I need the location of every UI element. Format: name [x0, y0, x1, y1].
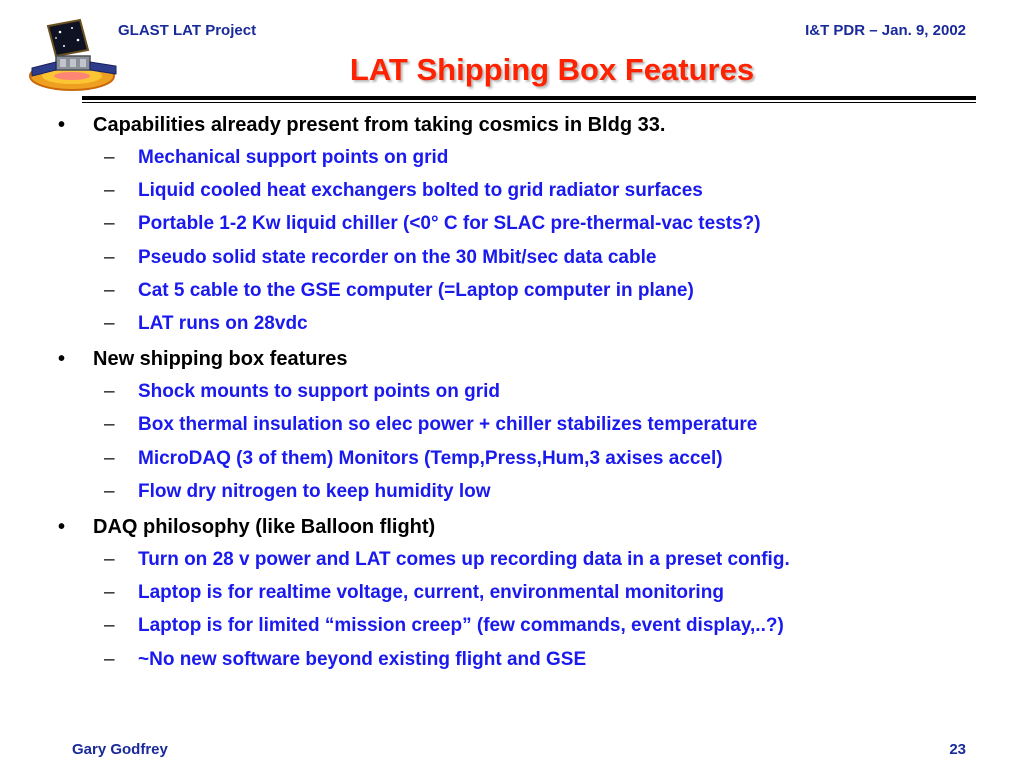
- sub-bullet-text: ~No new software beyond existing flight and GSE: [138, 648, 587, 670]
- dash-marker: –: [104, 648, 115, 670]
- bullet-item: [58, 516, 436, 539]
- dash-marker: –: [104, 381, 115, 403]
- sub-bullet-text: Mechanical support points on grid: [138, 147, 449, 168]
- sub-bullet-text: MicroDAQ (3 of them) Monitors (Temp,Press,Hum,3 axises accel): [138, 447, 723, 469]
- dash-marker: –: [104, 582, 115, 604]
- title-rule-thin: [82, 102, 976, 103]
- sub-bullet-text: Turn on 28 v power and LAT comes up recording data in a preset config.: [138, 549, 790, 570]
- dash-marker: –: [104, 213, 115, 235]
- title-rule-thick: [82, 96, 976, 100]
- footer-page-number: 23: [949, 741, 966, 758]
- dash-marker: –: [104, 480, 115, 502]
- bullet-text: New shipping box features: [93, 348, 348, 371]
- dash-marker: –: [104, 447, 115, 469]
- sub-bullet-text: LAT runs on 28vdc: [138, 313, 308, 334]
- sub-bullet-text: Laptop is for limited “mission creep” (few commands, event display,..?): [138, 615, 784, 637]
- sub-bullet-text: Liquid cooled heat exchangers bolted to grid radiator surfaces: [138, 180, 703, 202]
- bullet-item: [58, 348, 348, 371]
- dash-marker: –: [104, 180, 115, 202]
- bullet-text: Capabilities already present from taking cosmics in Bldg 33.: [93, 114, 666, 136]
- bullet-marker: •: [58, 114, 66, 136]
- sub-bullet-text: Flow dry nitrogen to keep humidity low: [138, 480, 491, 502]
- dash-marker: –: [104, 549, 115, 570]
- header-event-date: I&T PDR – Jan. 9, 2002: [805, 22, 966, 39]
- bullet-text: DAQ philosophy (like Balloon flight): [93, 516, 436, 538]
- sub-bullet-text: Shock mounts to support points on grid: [138, 381, 501, 403]
- sub-bullet-text: Cat 5 cable to the GSE computer (=Laptop computer in plane): [138, 279, 694, 301]
- footer-author: Gary Godfrey: [72, 741, 168, 758]
- bullet-marker: •: [58, 516, 66, 538]
- slide-title: LAT Shipping Box Features: [349, 52, 755, 87]
- dash-marker: –: [104, 147, 115, 168]
- sub-bullet-text: Laptop is for realtime voltage, current, environmental monitoring: [138, 582, 724, 604]
- sub-bullet-text: Portable 1-2 Kw liquid chiller (<0° C for SLAC pre-thermal-vac tests?): [138, 213, 761, 235]
- header-project-name: GLAST LAT Project: [118, 22, 257, 39]
- dash-marker: –: [104, 414, 115, 436]
- dash-marker: –: [104, 615, 115, 637]
- bullet-marker: •: [58, 348, 66, 371]
- sub-bullet-text: Box thermal insulation so elec power + chiller stabilizes temperature: [138, 414, 758, 436]
- bullet-item: [58, 114, 666, 137]
- dash-marker: –: [104, 279, 115, 301]
- dash-marker: –: [104, 246, 115, 268]
- sub-bullet-text: Pseudo solid state recorder on the 30 Mbit/sec data cable: [138, 246, 657, 268]
- dash-marker: –: [104, 313, 115, 334]
